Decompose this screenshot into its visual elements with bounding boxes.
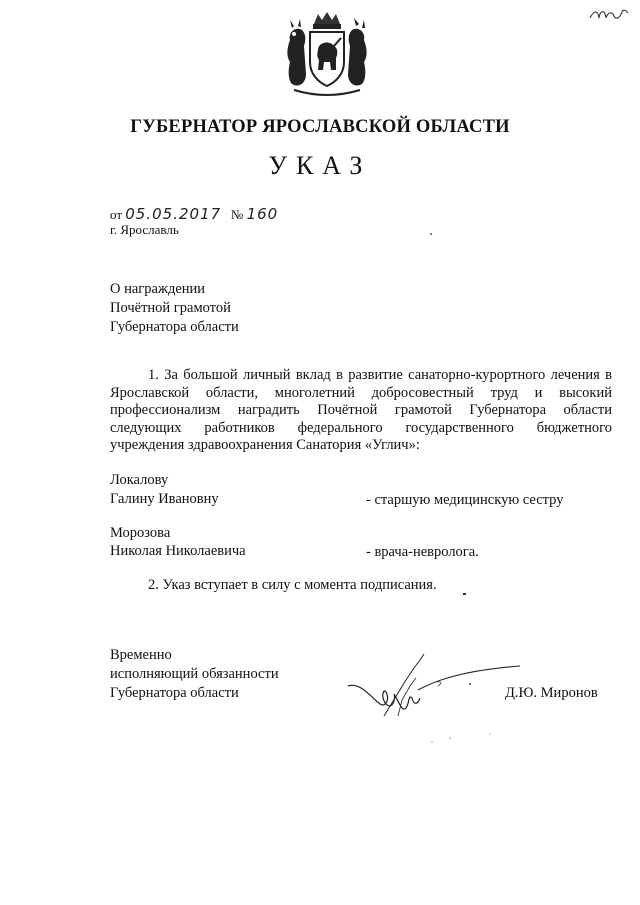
subject-line: Губернатора области xyxy=(110,319,239,335)
corner-handwritten-mark xyxy=(588,6,630,24)
signatory-line: исполняющий обязанности xyxy=(110,666,279,682)
person-2-first-names: Николая Николаевича xyxy=(110,543,246,559)
city-line: г. Ярославль xyxy=(110,222,179,237)
number-value: 160 xyxy=(246,205,279,223)
person-2-role: - врача-невролога. xyxy=(366,544,479,560)
person-1-last-name: Локалову xyxy=(110,472,169,488)
number-sign: № xyxy=(230,207,244,222)
signatory-line: Губернатора области xyxy=(110,685,239,701)
person-1-role: - старшую медицинскую сестру xyxy=(366,492,564,508)
subject-line: О награждении xyxy=(110,281,206,297)
person-2-last-name: Морозова xyxy=(110,525,171,541)
date-number-row xyxy=(110,205,278,223)
subject-block xyxy=(110,280,239,337)
item-1-paragraph xyxy=(110,367,612,455)
page-heading: ГУБЕРНАТОР ЯРОСЛАВСКОЙ ОБЛАСТИ xyxy=(130,117,510,137)
yaroslavl-coat-of-arms-icon xyxy=(284,10,370,98)
signer-name: Д.Ю. Миронов xyxy=(505,685,598,701)
date-prefix: от xyxy=(110,207,123,222)
item-2-text: 2. Указ вступает в силу с момента подписания. xyxy=(148,577,437,593)
person-1-first-names: Галину Ивановну xyxy=(110,491,219,507)
signatory-line: Временно xyxy=(110,647,172,663)
date-value: 05.05.2017 xyxy=(125,205,222,223)
signatory-title xyxy=(110,646,279,703)
speck xyxy=(430,233,432,235)
item-1-text: 1. За большой личный вклад в развитие санаторно-курортного лечения в Ярославской области, многолетний добросовестный труд и высокий профессионализм наградить Почётной грамотой Губернатора области следующих работников федерального государственного бюджетного учреждения здравоохранения Санатория «Углич»: xyxy=(110,367,612,454)
speck xyxy=(463,593,466,595)
document-type-title: УКАЗ xyxy=(268,151,372,180)
subject-line: Почётной грамотой xyxy=(110,300,231,316)
